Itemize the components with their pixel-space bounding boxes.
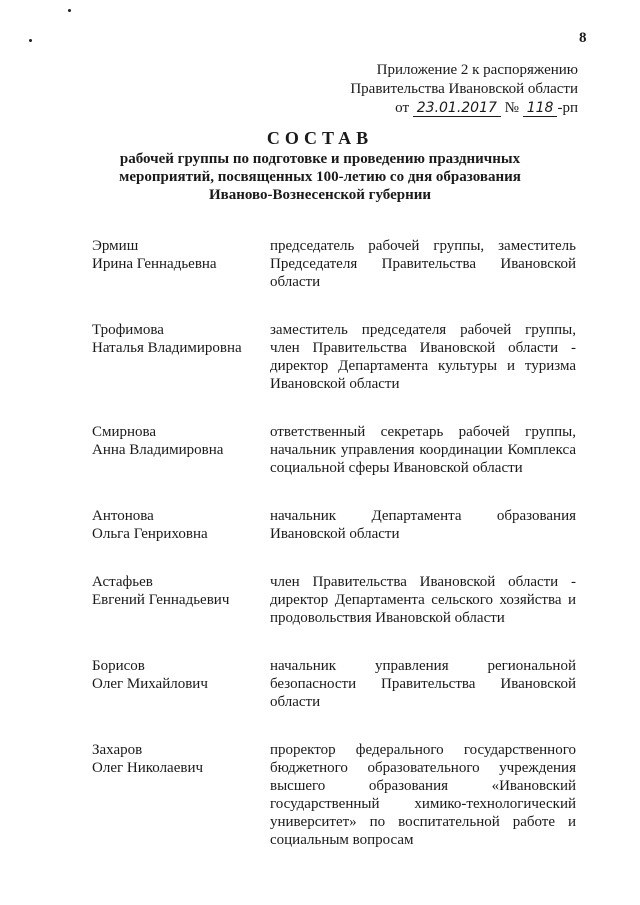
member-surname: Эрмиш bbox=[92, 238, 139, 254]
member-row bbox=[92, 657, 576, 711]
appendix-line-2: Правительства Ивановской области bbox=[350, 81, 578, 97]
member-name-block bbox=[92, 741, 270, 849]
scan-speck bbox=[29, 39, 32, 42]
member-given-names: Олег Николаевич bbox=[92, 760, 204, 776]
appendix-date-line bbox=[330, 99, 578, 118]
date-prefix: от bbox=[395, 100, 409, 116]
member-given-names: Анна Владимировна bbox=[92, 442, 224, 458]
member-surname: Борисов bbox=[92, 658, 145, 674]
members-list bbox=[92, 237, 576, 849]
scan-speck bbox=[68, 9, 71, 12]
member-name-block bbox=[92, 321, 270, 393]
appendix-header bbox=[330, 61, 578, 118]
member-name-block bbox=[92, 507, 270, 543]
member-name-block bbox=[92, 657, 270, 711]
member-role: заместитель председателя рабочей группы, член Правительства Ивановской области - директор Департамента культуры и туризма Ивановской области bbox=[270, 322, 576, 392]
document-heading: СОСТАВ bbox=[266, 128, 374, 148]
member-surname: Астафьев bbox=[92, 574, 153, 590]
member-row bbox=[92, 237, 576, 291]
member-surname: Трофимова bbox=[92, 322, 164, 338]
member-role: проректор федерального государственного бюджетного образовательного учреждения высшего образования «Ивановский государственный химико-технологический университет» по воспитательной работе и социальным вопросам bbox=[270, 742, 576, 848]
document-subtitle: рабочей группы по подготовке и проведению праздничных мероприятий, посвященных 100-летию со дня образования Иваново-Вознесенской губернии bbox=[119, 151, 521, 203]
member-given-names: Наталья Владимировна bbox=[92, 340, 242, 356]
member-role: член Правительства Ивановской области - директор Департамента сельского хозяйства и продовольствия Ивановской области bbox=[270, 574, 576, 626]
appendix-line-1: Приложение 2 к распоряжению bbox=[376, 62, 578, 78]
member-surname: Антонова bbox=[92, 508, 154, 524]
member-given-names: Олег Михайлович bbox=[92, 676, 208, 692]
member-row bbox=[92, 423, 576, 477]
number-suffix: -рп bbox=[557, 100, 578, 116]
member-role: ответственный секретарь рабочей группы, начальник управления координации Комплекса социальной сферы Ивановской области bbox=[270, 424, 576, 476]
member-row bbox=[92, 741, 576, 849]
member-given-names: Ольга Генриховна bbox=[92, 526, 208, 542]
member-surname: Смирнова bbox=[92, 424, 157, 440]
member-given-names: Ирина Геннадьевна bbox=[92, 256, 217, 272]
member-given-names: Евгений Геннадьевич bbox=[92, 592, 230, 608]
member-role: начальник управления региональной безопасности Правительства Ивановской области bbox=[270, 658, 576, 710]
page-number: 8 bbox=[579, 30, 587, 46]
member-role: председатель рабочей группы, заместитель Председателя Правительства Ивановской области bbox=[270, 238, 576, 290]
member-row bbox=[92, 321, 576, 393]
member-name-block bbox=[92, 573, 270, 627]
member-row bbox=[92, 573, 576, 627]
number-sign: № bbox=[504, 100, 519, 116]
member-name-block bbox=[92, 423, 270, 477]
handwritten-date: 23.01.2017 bbox=[413, 101, 501, 117]
handwritten-number: 118 bbox=[523, 101, 558, 117]
member-name-block bbox=[92, 237, 270, 291]
member-role: начальник Департамента образования Ивановской области bbox=[270, 508, 576, 542]
member-surname: Захаров bbox=[92, 742, 143, 758]
member-row bbox=[92, 507, 576, 543]
